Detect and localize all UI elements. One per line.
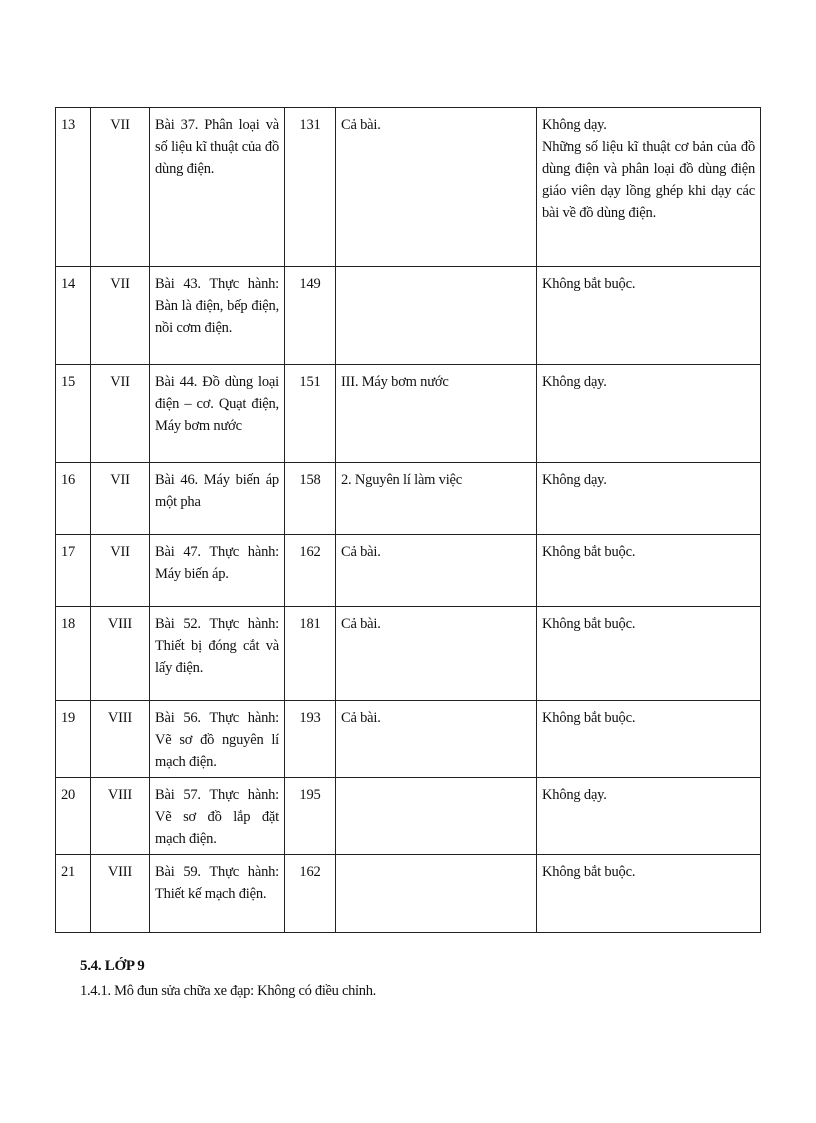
- grade-cell: VIII: [91, 607, 150, 701]
- page-cell: 162: [285, 535, 336, 607]
- table-row: [56, 535, 761, 607]
- row-number: 19: [56, 701, 91, 778]
- note-cell: Không dạy.: [537, 365, 761, 463]
- content-cell: [336, 855, 537, 933]
- page-cell: 158: [285, 463, 336, 535]
- page-cell: 195: [285, 778, 336, 855]
- table-row: [56, 701, 761, 778]
- grade-cell: VIII: [91, 701, 150, 778]
- row-number: 16: [56, 463, 91, 535]
- note-cell: Không bắt buộc.: [537, 701, 761, 778]
- content-cell: III. Máy bơm nước: [336, 365, 537, 463]
- table-row: [56, 778, 761, 855]
- row-number: 15: [56, 365, 91, 463]
- table-row: [56, 463, 761, 535]
- note-cell: Không bắt buộc.: [537, 267, 761, 365]
- content-cell: 2. Nguyên lí làm việc: [336, 463, 537, 535]
- lesson-cell: Bài 47. Thực hành: Máy biến áp.: [150, 535, 285, 607]
- content-cell: Cả bài.: [336, 701, 537, 778]
- table-row: [56, 267, 761, 365]
- lesson-cell: Bài 56. Thực hành: Vẽ sơ đồ nguyên lí mạch điện.: [150, 701, 285, 778]
- grade-cell: VII: [91, 535, 150, 607]
- page-cell: 149: [285, 267, 336, 365]
- note-extra-text: Những số liệu kĩ thuật cơ bản của đồ dùng điện và phân loại đồ dùng điện giáo viên dạy lồng ghép khi dạy các bài về đồ dùng điện.: [542, 139, 755, 221]
- grade-cell: VII: [91, 463, 150, 535]
- grade-cell: VIII: [91, 778, 150, 855]
- note-cell: Không dạy.: [537, 778, 761, 855]
- page-cell: 162: [285, 855, 336, 933]
- note-text: Không dạy.: [542, 117, 607, 133]
- lesson-cell: Bài 43. Thực hành: Bàn là điện, bếp điện, nồi cơm điện.: [150, 267, 285, 365]
- content-cell: Cả bài.: [336, 108, 537, 267]
- content-cell: [336, 267, 537, 365]
- table-row: [56, 365, 761, 463]
- grade-cell: VIII: [91, 855, 150, 933]
- row-number: 18: [56, 607, 91, 701]
- lesson-cell: Bài 59. Thực hành: Thiết kế mạch điện.: [150, 855, 285, 933]
- row-number: 14: [56, 267, 91, 365]
- section-heading: 5.4. LỚP 9: [80, 958, 145, 974]
- page-cell: 151: [285, 365, 336, 463]
- curriculum-adjustment-table: [55, 107, 761, 933]
- section-subheading: 1.4.1. Mô đun sửa chữa xe đạp: Không có điều chỉnh.: [80, 983, 376, 999]
- content-cell: Cả bài.: [336, 607, 537, 701]
- lesson-cell: Bài 52. Thực hành: Thiết bị đóng cắt và lấy điện.: [150, 607, 285, 701]
- page-cell: 193: [285, 701, 336, 778]
- note-cell: [537, 108, 761, 267]
- row-number: 20: [56, 778, 91, 855]
- note-cell: Không dạy.: [537, 463, 761, 535]
- row-number: 13: [56, 108, 91, 267]
- row-number: 21: [56, 855, 91, 933]
- lesson-cell: Bài 57. Thực hành: Vẽ sơ đồ lắp đặt mạch điện.: [150, 778, 285, 855]
- content-cell: [336, 778, 537, 855]
- table-row: [56, 855, 761, 933]
- note-cell: Không bắt buộc.: [537, 607, 761, 701]
- note-cell: Không bắt buộc.: [537, 535, 761, 607]
- lesson-cell: Bài 46. Máy biến áp một pha: [150, 463, 285, 535]
- grade-cell: VII: [91, 365, 150, 463]
- grade-cell: VII: [91, 108, 150, 267]
- content-cell: Cả bài.: [336, 535, 537, 607]
- page-cell: 181: [285, 607, 336, 701]
- note-cell: Không bắt buộc.: [537, 855, 761, 933]
- grade-cell: VII: [91, 267, 150, 365]
- lesson-cell: Bài 44. Đồ dùng loại điện – cơ. Quạt điện, Máy bơm nước: [150, 365, 285, 463]
- table-row: [56, 607, 761, 701]
- table-row: [56, 108, 761, 267]
- lesson-cell: Bài 37. Phân loại và số liệu kĩ thuật của đồ dùng điện.: [150, 108, 285, 267]
- page-cell: 131: [285, 108, 336, 267]
- row-number: 17: [56, 535, 91, 607]
